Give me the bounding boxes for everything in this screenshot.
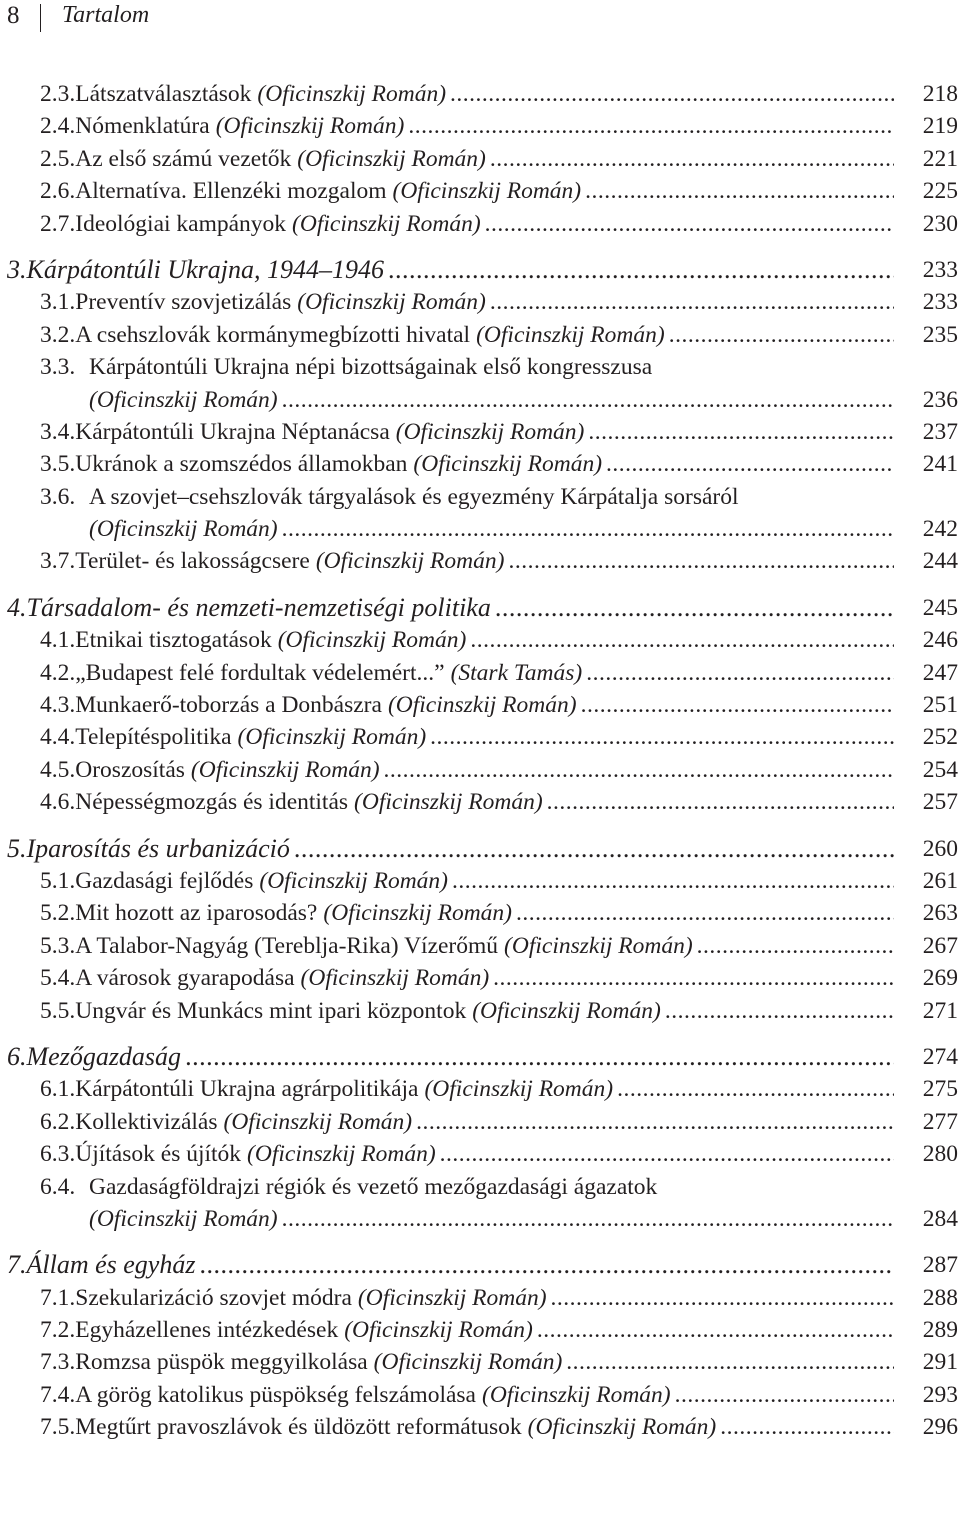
toc-section-6-2[interactable] (0, 1106, 960, 1138)
toc-section-5-2[interactable] (0, 897, 960, 929)
toc-section-5-1[interactable] (0, 865, 960, 897)
entry-page-number: 233 (922, 256, 958, 283)
dot-leader (485, 208, 894, 240)
entry-number: 5.3. (40, 932, 76, 959)
entry-title: Mit hozott az iparosodás? (75, 900, 318, 927)
entry-title: Ideológiai kampányok (75, 210, 287, 237)
running-header (0, 0, 960, 30)
toc-chapter-5[interactable] (0, 833, 960, 865)
toc-chapter-4[interactable] (0, 592, 960, 624)
toc-section-7-5[interactable] (0, 1411, 960, 1443)
entry-page-number: 230 (922, 210, 958, 237)
dot-leader (408, 110, 894, 142)
entry-page-number: 293 (922, 1381, 958, 1408)
toc-section-6-1[interactable] (0, 1073, 960, 1105)
dot-leader (384, 754, 894, 786)
entry-author: (Oficinszkij Román) (392, 178, 582, 205)
entry-page-number: 296 (922, 1414, 958, 1441)
entry-page-number: 254 (922, 756, 958, 783)
entry-author: (Oficinszkij Román) (89, 386, 278, 413)
toc-section-2-6[interactable] (0, 175, 960, 207)
entry-title: Ungvár és Munkács mint ipari központok (75, 997, 467, 1024)
toc-section-3-2[interactable] (0, 319, 960, 351)
entry-title: Preventív szovjetizálás (75, 289, 292, 316)
entry-author: (Oficinszkij Román) (387, 692, 577, 719)
entry-author: (Oficinszkij Román) (277, 627, 467, 654)
entry-number: 3.3. (40, 354, 76, 381)
entry-title: Terület- és lakosságcsere (75, 548, 310, 575)
toc-section-3-3[interactable] (0, 351, 960, 383)
entry-page-number: 251 (922, 692, 958, 719)
entry-page-number: 245 (922, 594, 958, 621)
dot-leader (665, 995, 894, 1027)
entry-page-number: 289 (922, 1317, 958, 1344)
entry-author: (Oficinszkij Román) (247, 1141, 436, 1168)
entry-author: (Oficinszkij Román) (482, 1381, 671, 1408)
entry-page-number: 267 (922, 932, 958, 959)
dot-leader (720, 1411, 894, 1443)
entry-author: (Oficinszkij Román) (413, 451, 603, 478)
toc-chapter-7[interactable] (0, 1249, 960, 1281)
entry-number: 7.4. (40, 1381, 76, 1408)
entry-author: (Oficinszkij Román) (89, 1205, 278, 1232)
entry-author: (Oficinszkij Román) (395, 418, 585, 445)
toc-section-6-3[interactable] (0, 1138, 960, 1170)
dot-leader (440, 1138, 894, 1170)
entry-number: 2.6. (40, 178, 76, 205)
dot-leader (551, 1282, 894, 1314)
entry-title: Telepítéspolitika (75, 724, 232, 751)
entry-title: Alternatíva. Ellenzéki mozgalom (75, 178, 387, 205)
dot-leader (490, 286, 894, 318)
entry-number: 3.4. (40, 418, 76, 445)
dot-leader (199, 1249, 894, 1281)
toc-chapter-3[interactable] (0, 254, 960, 286)
entry-page-number: 247 (922, 659, 958, 686)
entry-number: 5.5. (40, 997, 76, 1024)
running-title: Tartalom (62, 2, 150, 28)
entry-page-number: 241 (922, 451, 958, 478)
entry-number: 7.2. (40, 1317, 76, 1344)
entry-title: Etnikai tisztogatások (75, 627, 272, 654)
entry-number: 2.7. (40, 210, 76, 237)
entry-page-number: 242 (922, 516, 958, 543)
entry-author: (Oficinszkij Román) (257, 81, 447, 107)
entry-title: A városok gyarapodása (75, 965, 295, 992)
entry-page-number: 269 (922, 965, 958, 992)
entry-author: (Oficinszkij Román) (223, 1108, 413, 1135)
toc-section-4-2[interactable] (0, 657, 960, 689)
dot-leader (416, 1106, 894, 1138)
toc-section-6-4[interactable] (0, 1171, 960, 1203)
header-divider (40, 4, 41, 32)
entry-title: Állam és egyház (26, 1250, 196, 1280)
entry-number: 4.1. (40, 627, 76, 654)
entry-author: (Oficinszkij Román) (259, 867, 449, 894)
entry-author: (Oficinszkij Román) (527, 1414, 717, 1441)
entry-number: 7. (7, 1250, 27, 1280)
entry-title: Munkaerő-toborzás a Donbászra (75, 692, 382, 719)
entry-title: Kárpátontúli Ukrajna népi bizottságainak első kongresszusa (89, 354, 653, 381)
toc-section-5-4[interactable] (0, 962, 960, 994)
entry-author: (Oficinszkij Román) (300, 965, 490, 992)
entry-page-number: 246 (922, 627, 958, 654)
entry-page-number: 219 (922, 113, 958, 140)
entry-number: 4.3. (40, 692, 76, 719)
entry-author: (Oficinszkij Román) (89, 516, 278, 543)
dot-leader (675, 1379, 894, 1411)
entry-page-number: 261 (922, 867, 958, 894)
entry-page-number: 225 (922, 178, 958, 205)
entry-author: (Oficinszkij Román) (476, 321, 665, 348)
entry-title: Látszatválasztások (75, 81, 252, 107)
entry-author: (Oficinszkij Román) (424, 1076, 614, 1103)
entry-number: 4.2. (40, 659, 76, 686)
dot-leader (185, 1041, 894, 1073)
toc-section-4-6[interactable] (0, 786, 960, 818)
entry-title: Oroszosítás (75, 756, 185, 783)
entry-number: 6.1. (40, 1076, 76, 1103)
toc-section-3-7[interactable] (0, 545, 960, 577)
dot-leader (452, 865, 894, 897)
entry-number: 3.6. (40, 483, 76, 510)
entry-title: Szekularizáció szovjet módra (75, 1284, 352, 1311)
entry-author: (Oficinszkij Román) (190, 756, 380, 783)
entry-number: 4.6. (40, 789, 76, 816)
dot-leader (388, 254, 894, 286)
entry-author: (Oficinszkij Román) (357, 1284, 547, 1311)
entry-number: 6.4. (40, 1173, 76, 1200)
entry-page-number: 277 (922, 1108, 958, 1135)
toc-section-2-4[interactable] (0, 110, 960, 142)
toc-section-7-1[interactable] (0, 1282, 960, 1314)
entry-page-number: 221 (922, 145, 958, 172)
entry-number: 5. (7, 833, 27, 863)
entry-title: Kárpátontúli Ukrajna Néptanácsa (75, 418, 390, 445)
entry-page-number: 235 (922, 321, 958, 348)
entry-number: 2.4. (40, 113, 76, 140)
entry-title: Mezőgazdaság (26, 1041, 182, 1071)
page-number: 8 (7, 2, 20, 29)
entry-title: Gazdasági fejlődés (75, 867, 254, 894)
entry-page-number: 275 (922, 1076, 958, 1103)
entry-title: Nómenklatúra (75, 113, 210, 140)
entry-number: 4. (7, 592, 27, 622)
entry-page-number: 284 (922, 1205, 958, 1232)
toc-section-4-5[interactable] (0, 754, 960, 786)
entry-page-number: 236 (922, 386, 958, 413)
entry-page-number: 218 (922, 81, 958, 107)
entry-title: Ukránok a szomszédos államokban (75, 451, 408, 478)
toc-section-7-2[interactable] (0, 1314, 960, 1346)
entry-number: 5.2. (40, 900, 76, 927)
toc-section-4-4[interactable] (0, 721, 960, 753)
entry-page-number: 287 (922, 1252, 958, 1279)
dot-leader (516, 897, 894, 929)
toc-section-2-7[interactable] (0, 208, 960, 240)
entry-number: 2.3. (40, 81, 76, 107)
entry-author: (Oficinszkij Román) (373, 1349, 563, 1376)
toc-section-3-1[interactable] (0, 286, 960, 318)
entry-title: „Budapest felé fordultak védelemért...” (75, 659, 445, 686)
entry-page-number: 280 (922, 1141, 958, 1168)
toc-section-3-6[interactable] (0, 481, 960, 513)
toc-chapter-6[interactable] (0, 1041, 960, 1073)
entry-title: Kárpátontúli Ukrajna, 1944–1946 (26, 254, 385, 284)
entry-page-number: 263 (922, 900, 958, 927)
entry-author: (Oficinszkij Román) (344, 1317, 533, 1344)
dot-leader (547, 786, 894, 818)
entry-author: (Oficinszkij Román) (292, 210, 481, 237)
toc-section-7-4[interactable] (0, 1379, 960, 1411)
entry-page-number: 291 (922, 1349, 958, 1376)
entry-number: 2.5. (40, 145, 76, 172)
dot-leader (585, 175, 894, 207)
dot-leader (617, 1073, 894, 1105)
entry-author: (Oficinszkij Román) (215, 113, 405, 140)
toc-section-7-3[interactable] (0, 1346, 960, 1378)
entry-number: 5.1. (40, 867, 76, 894)
entry-number: 3.2. (40, 321, 76, 348)
entry-title: A szovjet–csehszlovák tárgyalások és egyezmény Kárpátalja sorsáról (89, 483, 739, 510)
entry-author: (Oficinszkij Román) (297, 289, 486, 316)
entry-title: Romzsa püspök meggyilkolása (75, 1349, 368, 1376)
dot-leader (282, 1203, 894, 1235)
entry-number: 6. (7, 1041, 27, 1071)
dot-leader (493, 962, 894, 994)
entry-author: (Oficinszkij Román) (315, 548, 505, 575)
table-of-contents (0, 78, 960, 1444)
dot-leader (669, 319, 894, 351)
dot-leader (566, 1346, 894, 1378)
dot-leader (282, 513, 894, 545)
entry-title: A görög katolikus püspökség felszámolása (75, 1381, 476, 1408)
entry-author: (Oficinszkij Román) (323, 900, 512, 927)
dot-leader (508, 545, 894, 577)
entry-page-number: 274 (922, 1043, 958, 1070)
toc-section-3-5[interactable] (0, 448, 960, 480)
dot-leader (537, 1314, 894, 1346)
dot-leader (697, 930, 894, 962)
entry-page-number: 244 (922, 548, 958, 575)
toc-section-2-3[interactable] (0, 78, 960, 110)
dot-leader (495, 592, 894, 624)
dot-leader (282, 384, 894, 416)
entry-number: 4.4. (40, 724, 76, 751)
entry-title: Újítások és újítók (75, 1141, 242, 1168)
dot-leader (450, 78, 894, 110)
entry-author: (Oficinszkij Román) (237, 724, 427, 751)
entry-page-number: 288 (922, 1284, 958, 1311)
entry-page-number: 257 (922, 789, 958, 816)
toc-section-2-5[interactable] (0, 143, 960, 175)
entry-page-number: 260 (922, 835, 958, 862)
dot-leader (490, 143, 894, 175)
entry-number: 3.1. (40, 289, 76, 316)
entry-page-number: 237 (922, 418, 958, 445)
entry-title: Iparosítás és urbanizáció (26, 833, 290, 863)
entry-title: Az első számú vezetők (75, 145, 292, 172)
entry-number: 3.7. (40, 548, 76, 575)
toc-section-5-3[interactable] (0, 930, 960, 962)
entry-number: 3.5. (40, 451, 76, 478)
entry-number: 3. (7, 254, 27, 284)
entry-title: A Talabor-Nagyág (Tereblja-Rika) Vízerőmű (75, 932, 499, 959)
entry-author: (Oficinszkij Román) (354, 789, 543, 816)
entry-number: 4.5. (40, 756, 76, 783)
dot-leader (606, 448, 894, 480)
entry-title: Megtűrt pravoszlávok és üldözött reformátusok (75, 1414, 522, 1441)
entry-title: Kollektivizálás (75, 1108, 218, 1135)
dot-leader (586, 657, 894, 689)
entry-title: Kárpátontúli Ukrajna agrárpolitikája (75, 1076, 419, 1103)
dot-leader (470, 624, 894, 656)
toc-section-4-1[interactable] (0, 624, 960, 656)
entry-title: Gazdaságföldrajzi régiók és vezető mezőgazdasági ágazatok (89, 1173, 658, 1200)
entry-title: A csehszlovák kormánymegbízotti hivatal (75, 321, 471, 348)
dot-leader (430, 721, 894, 753)
toc-section-3-3-cont[interactable] (0, 384, 960, 416)
entry-title: Társadalom- és nemzeti-nemzetiségi politika (26, 592, 491, 622)
entry-author: (Oficinszkij Román) (297, 145, 486, 172)
entry-author: (Oficinszkij Román) (472, 997, 661, 1024)
toc-section-4-3[interactable] (0, 689, 960, 721)
entry-author: (Oficinszkij Román) (504, 932, 693, 959)
entry-number: 7.5. (40, 1414, 76, 1441)
entry-page-number: 252 (922, 724, 958, 751)
entry-number: 5.4. (40, 965, 76, 992)
entry-page-number: 271 (922, 997, 958, 1024)
dot-leader (294, 833, 894, 865)
toc-section-3-6-cont[interactable] (0, 513, 960, 545)
dot-leader (588, 416, 894, 448)
entry-number: 6.3. (40, 1141, 76, 1168)
entry-number: 6.2. (40, 1108, 76, 1135)
entry-author: (Stark Tamás) (450, 659, 583, 686)
toc-section-3-4[interactable] (0, 416, 960, 448)
entry-title: Egyházellenes intézkedések (75, 1317, 339, 1344)
toc-section-6-4-cont[interactable] (0, 1203, 960, 1235)
entry-title: Népességmozgás és identitás (75, 789, 349, 816)
toc-section-5-5[interactable] (0, 995, 960, 1027)
entry-page-number: 233 (922, 289, 958, 316)
dot-leader (581, 689, 894, 721)
entry-number: 7.1. (40, 1284, 76, 1311)
entry-number: 7.3. (40, 1349, 76, 1376)
